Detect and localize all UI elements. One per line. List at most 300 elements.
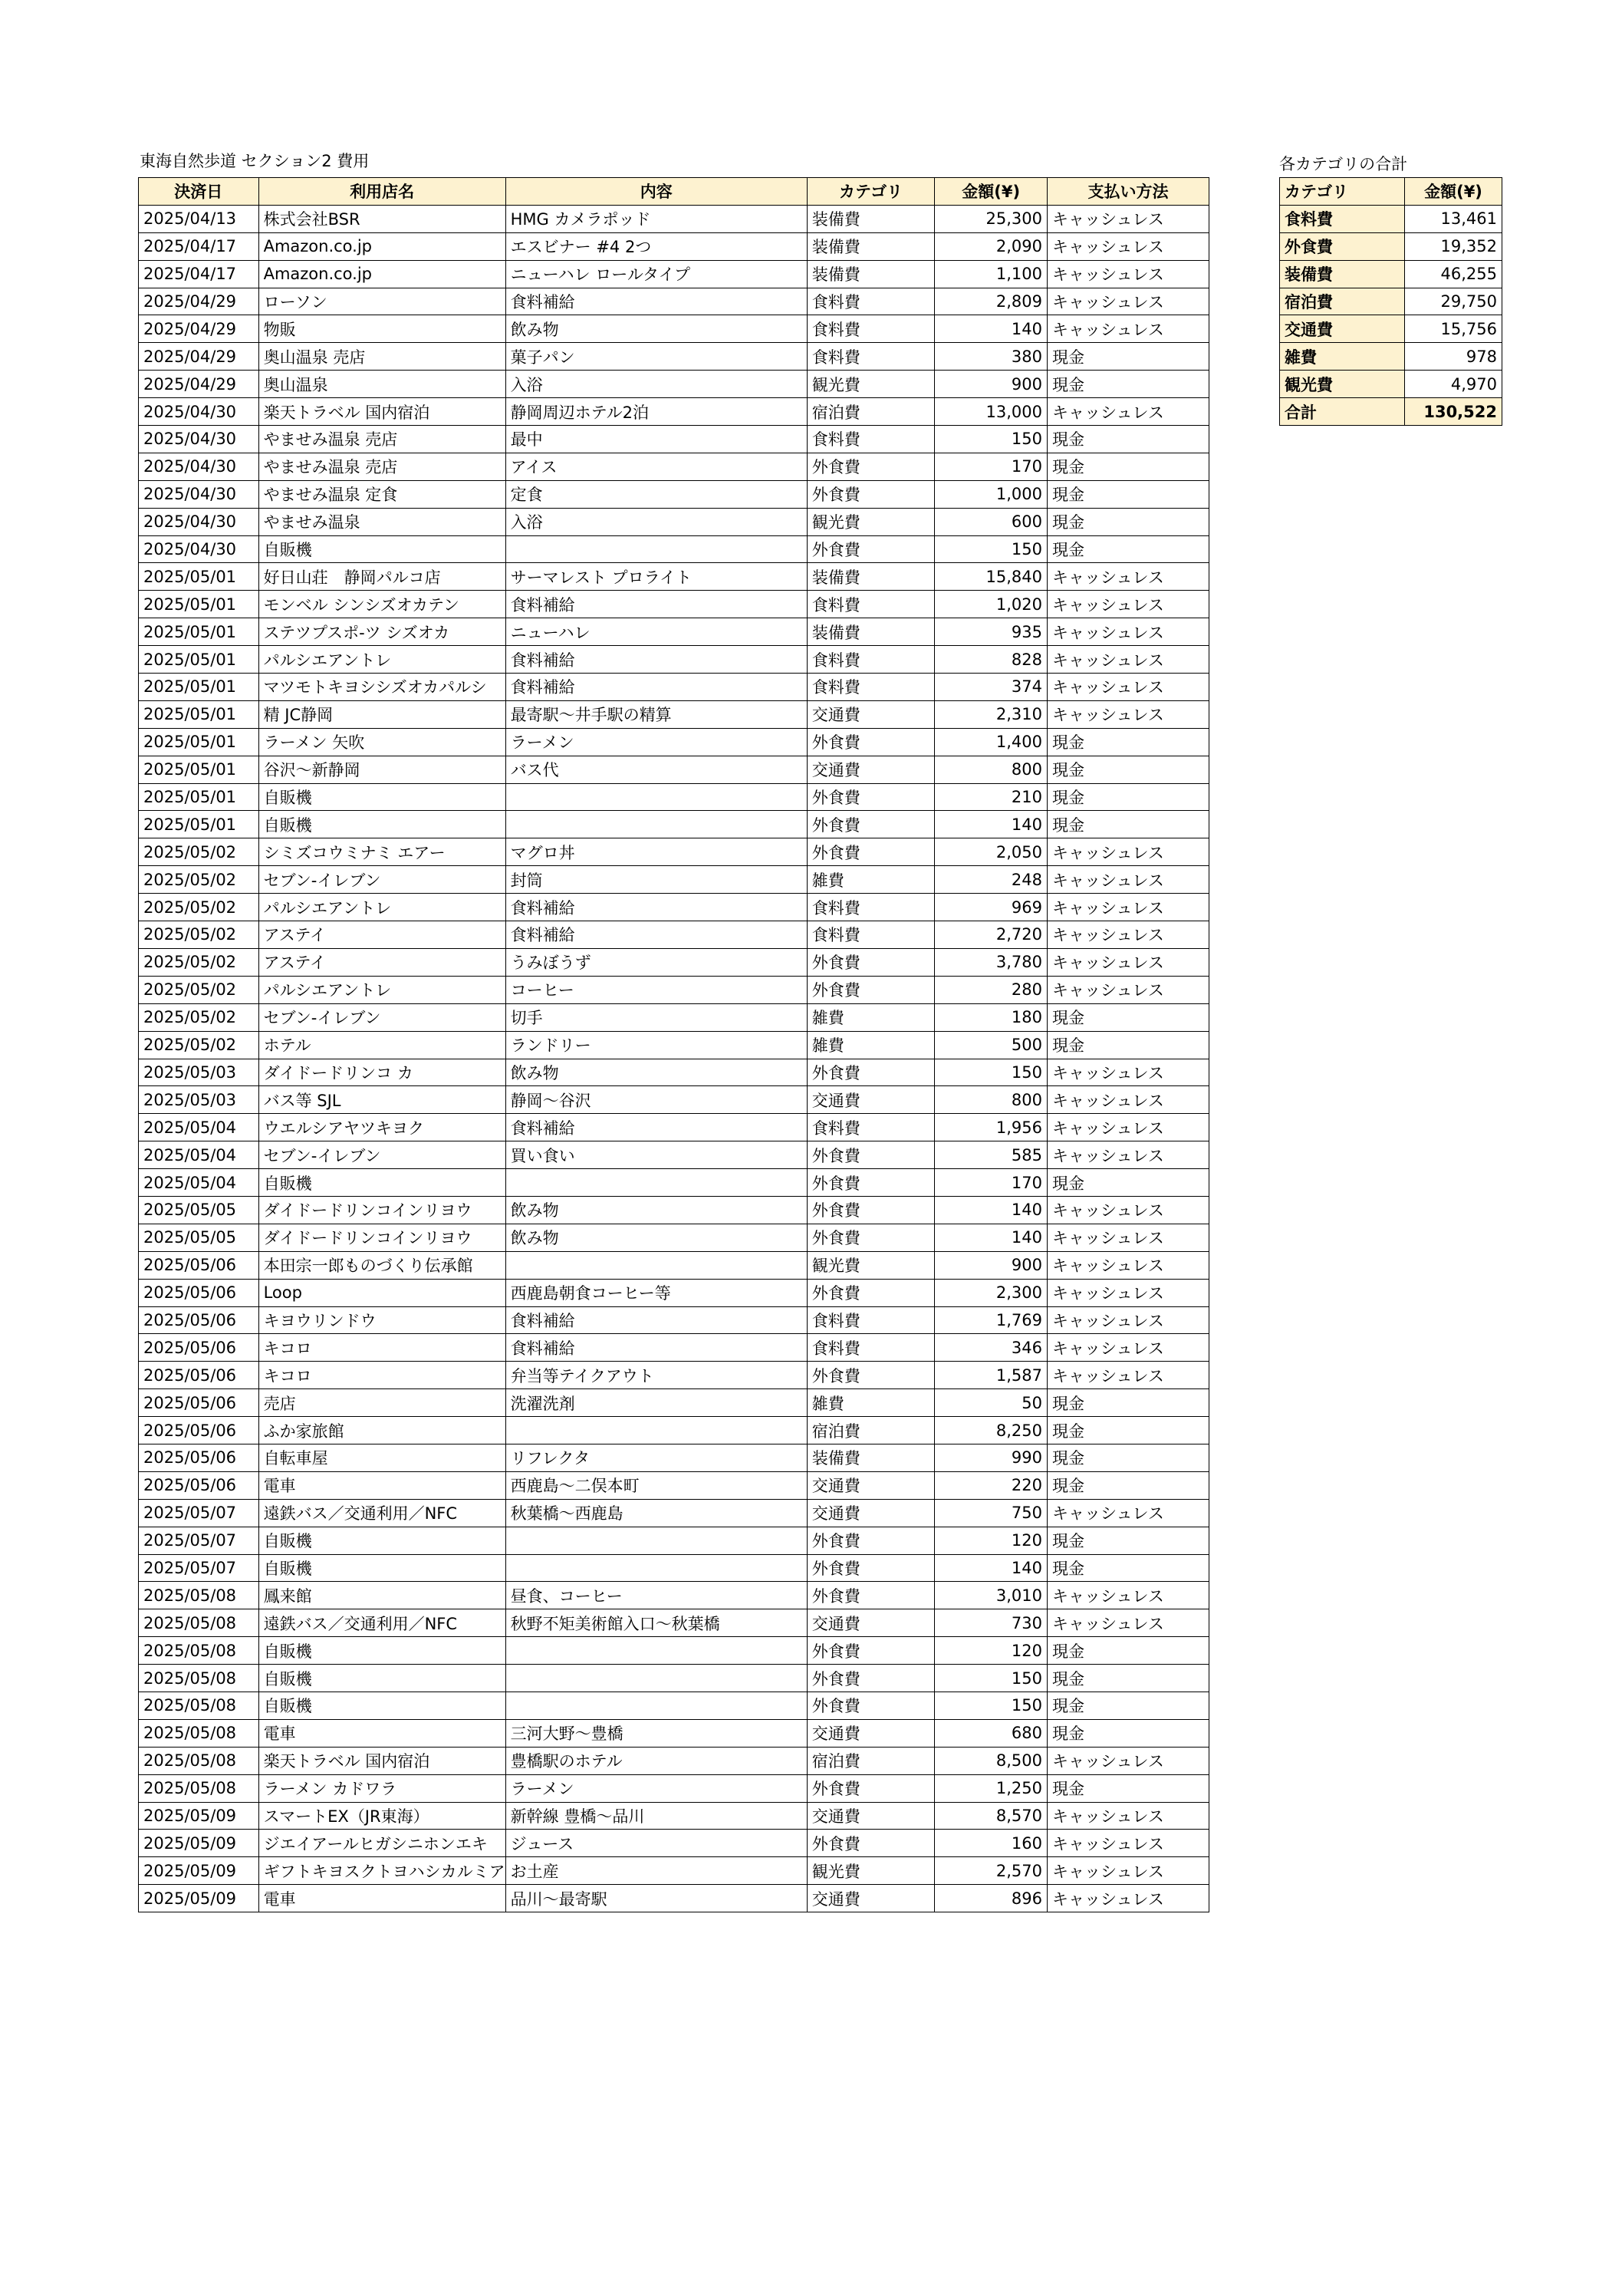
summary-row [1280,343,1502,371]
summary-row [1280,288,1502,315]
category-cell: 食料費 [807,894,935,921]
content-cell: 秋野不矩美術館入口～秋葉橋 [505,1609,807,1637]
content-cell: 食料補給 [505,288,807,315]
store-cell: 自販機 [258,1692,505,1719]
payment-cell: キャッシュレス [1047,646,1209,674]
payment-cell: 現金 [1047,1774,1209,1802]
date-cell: 2025/05/06 [139,1417,259,1444]
payment-cell: キャッシュレス [1047,1059,1209,1086]
store-cell: スマートEX（JR東海） [258,1802,505,1830]
store-cell: ギフトキヨスクトヨハシカルミア [258,1857,505,1885]
payment-cell: 現金 [1047,783,1209,811]
table-row [139,1719,1209,1747]
table-row [139,700,1209,728]
payment-cell: キャッシュレス [1047,1747,1209,1774]
date-cell: 2025/05/06 [139,1389,259,1417]
amount-cell: 13,000 [935,398,1048,426]
payment-cell: 現金 [1047,480,1209,508]
category-cell: 外食費 [807,976,935,1003]
date-cell: 2025/05/08 [139,1774,259,1802]
date-cell: 2025/05/02 [139,866,259,894]
date-cell: 2025/04/30 [139,453,259,480]
category-cell: 観光費 [807,508,935,535]
amount-cell: 170 [935,453,1048,480]
amount-cell: 210 [935,783,1048,811]
store-cell: ふか家旅館 [258,1417,505,1444]
content-cell [505,1169,807,1197]
content-cell: アイス [505,453,807,480]
table-row [139,1334,1209,1362]
content-cell: 豊橋駅のホテル [505,1747,807,1774]
table-row [139,426,1209,453]
content-cell: 洗濯洗剤 [505,1389,807,1417]
category-cell: 観光費 [807,1251,935,1279]
amount-cell: 900 [935,371,1048,398]
content-cell: エスビナー #4 2つ [505,232,807,260]
category-cell: 装備費 [807,205,935,232]
amount-cell: 180 [935,1003,1048,1031]
date-cell: 2025/05/09 [139,1830,259,1857]
category-cell: 外食費 [807,838,935,866]
summary-amount-cell: 46,255 [1405,260,1502,288]
table-row [139,811,1209,838]
amount-cell: 150 [935,1665,1048,1692]
amount-cell: 1,587 [935,1362,1048,1389]
category-cell: 交通費 [807,1471,935,1499]
content-cell: 西鹿島～二俣本町 [505,1471,807,1499]
category-cell: 雑費 [807,1389,935,1417]
payment-cell: キャッシュレス [1047,1857,1209,1885]
content-cell [505,1417,807,1444]
content-cell: 西鹿島朝食コーヒー等 [505,1279,807,1306]
store-cell: バス等 SJL [258,1086,505,1114]
store-cell: 楽天トラベル 国内宿泊 [258,1747,505,1774]
content-cell: 切手 [505,1003,807,1031]
date-cell: 2025/05/02 [139,894,259,921]
amount-cell: 750 [935,1499,1048,1527]
payment-cell: キャッシュレス [1047,1609,1209,1637]
table-row [139,1637,1209,1665]
category-cell: 雑費 [807,866,935,894]
content-cell: 静岡周辺ホテル2泊 [505,398,807,426]
store-cell: 好日山荘 静岡パルコ店 [258,563,505,591]
date-cell: 2025/04/29 [139,343,259,371]
store-cell: セブン-イレブン [258,866,505,894]
summary-row [1280,232,1502,260]
date-cell: 2025/05/06 [139,1279,259,1306]
store-cell: ダイドードリンコインリヨウ [258,1196,505,1224]
category-cell: 交通費 [807,1086,935,1114]
content-cell: 食料補給 [505,1306,807,1334]
payment-cell: 現金 [1047,1389,1209,1417]
amount-cell: 3,010 [935,1582,1048,1609]
store-cell: ウエルシアヤツキヨク [258,1114,505,1141]
payment-cell: キャッシュレス [1047,1224,1209,1251]
table-row [139,728,1209,756]
table-row [139,563,1209,591]
date-cell: 2025/05/04 [139,1114,259,1141]
payment-cell: 現金 [1047,728,1209,756]
date-cell: 2025/05/01 [139,783,259,811]
date-cell: 2025/05/08 [139,1719,259,1747]
table-row [139,1362,1209,1389]
content-cell: HMG カメラポッド [505,205,807,232]
payment-cell: キャッシュレス [1047,674,1209,701]
payment-cell: キャッシュレス [1047,260,1209,288]
store-cell: 遠鉄バス／交通利用／NFC [258,1609,505,1637]
store-cell: ローソン [258,288,505,315]
category-cell: 食料費 [807,426,935,453]
category-cell: 食料費 [807,1114,935,1141]
category-cell: 交通費 [807,1499,935,1527]
store-cell: 物販 [258,315,505,343]
amount-cell: 150 [935,1692,1048,1719]
content-cell: マグロ丼 [505,838,807,866]
category-cell: 交通費 [807,700,935,728]
amount-cell: 120 [935,1527,1048,1554]
date-cell: 2025/05/09 [139,1802,259,1830]
content-cell [505,1637,807,1665]
amount-cell: 1,956 [935,1114,1048,1141]
category-cell: 食料費 [807,674,935,701]
summary-amount-cell: 13,461 [1405,205,1502,232]
store-cell: ステツプスポ-ツ シズオカ [258,618,505,646]
category-cell: 食料費 [807,591,935,618]
category-cell: 外食費 [807,948,935,976]
payment-cell: キャッシュレス [1047,1582,1209,1609]
category-cell: 外食費 [807,811,935,838]
store-cell: パルシエアントレ [258,894,505,921]
content-cell [505,811,807,838]
table-row [139,205,1209,232]
store-cell: Loop [258,1279,505,1306]
amount-cell: 280 [935,976,1048,1003]
col-header-date: 決済日 [139,178,259,206]
summary-header-row [1280,178,1502,206]
date-cell: 2025/05/01 [139,811,259,838]
date-cell: 2025/04/17 [139,260,259,288]
table-row [139,508,1209,535]
content-cell: 飲み物 [505,1224,807,1251]
summary-total-row [1280,398,1502,426]
store-cell: 自販機 [258,1169,505,1197]
amount-cell: 50 [935,1389,1048,1417]
store-cell: 自販機 [258,1637,505,1665]
category-cell: 交通費 [807,1885,935,1912]
summary-category-cell: 宿泊費 [1280,288,1405,315]
amount-cell: 25,300 [935,205,1048,232]
category-cell: 宿泊費 [807,398,935,426]
content-cell: 食料補給 [505,591,807,618]
payment-cell: 現金 [1047,1003,1209,1031]
store-cell: 自販機 [258,811,505,838]
store-cell: パルシエアントレ [258,646,505,674]
store-cell: Amazon.co.jp [258,260,505,288]
date-cell: 2025/05/02 [139,838,259,866]
date-cell: 2025/05/06 [139,1362,259,1389]
table-row [139,1582,1209,1609]
payment-cell: キャッシュレス [1047,700,1209,728]
payment-cell: 現金 [1047,1444,1209,1471]
amount-cell: 140 [935,811,1048,838]
amount-cell: 1,250 [935,1774,1048,1802]
store-cell: キコロ [258,1334,505,1362]
content-cell: 封筒 [505,866,807,894]
amount-cell: 2,090 [935,232,1048,260]
summary-category-cell: 食料費 [1280,205,1405,232]
content-cell: 三河大野～豊橋 [505,1719,807,1747]
content-cell: サーマレスト プロライト [505,563,807,591]
content-cell [505,1527,807,1554]
col-header-category: カテゴリ [807,178,935,206]
amount-cell: 800 [935,756,1048,783]
store-cell: ダイドードリンコ カ [258,1059,505,1086]
category-cell: 外食費 [807,1582,935,1609]
category-cell: 食料費 [807,646,935,674]
payment-cell: キャッシュレス [1047,1086,1209,1114]
category-cell: 外食費 [807,1224,935,1251]
category-cell: 外食費 [807,1279,935,1306]
summary-amount-cell: 15,756 [1405,315,1502,343]
date-cell: 2025/05/01 [139,756,259,783]
summary-category-cell: 観光費 [1280,371,1405,398]
table-row [139,866,1209,894]
category-cell: 装備費 [807,1444,935,1471]
table-row [139,1114,1209,1141]
store-cell: マツモトキヨシシズオカパルシ [258,674,505,701]
category-cell: 外食費 [807,1774,935,1802]
amount-cell: 730 [935,1609,1048,1637]
amount-cell: 140 [935,315,1048,343]
summary-row [1280,371,1502,398]
amount-cell: 990 [935,1444,1048,1471]
payment-cell: キャッシュレス [1047,398,1209,426]
table-row [139,1389,1209,1417]
category-cell: 食料費 [807,343,935,371]
amount-cell: 150 [935,426,1048,453]
table-row [139,756,1209,783]
content-cell: 食料補給 [505,894,807,921]
payment-cell: キャッシュレス [1047,1279,1209,1306]
content-cell: 静岡～谷沢 [505,1086,807,1114]
expense-table-body [139,205,1209,1912]
content-cell: 食料補給 [505,674,807,701]
amount-cell: 828 [935,646,1048,674]
table-row [139,976,1209,1003]
content-cell: ニューハレ [505,618,807,646]
payment-cell: キャッシュレス [1047,205,1209,232]
amount-cell: 3,780 [935,948,1048,976]
store-cell: アステイ [258,948,505,976]
payment-cell: キャッシュレス [1047,232,1209,260]
content-cell: 飲み物 [505,1059,807,1086]
table-row [139,1802,1209,1830]
table-row [139,1196,1209,1224]
table-row [139,1554,1209,1582]
payment-cell: キャッシュレス [1047,591,1209,618]
payment-cell: 現金 [1047,1527,1209,1554]
amount-cell: 8,500 [935,1747,1048,1774]
amount-cell: 1,769 [935,1306,1048,1334]
category-cell: 食料費 [807,921,935,949]
table-row [139,398,1209,426]
date-cell: 2025/05/06 [139,1334,259,1362]
category-cell: 外食費 [807,1692,935,1719]
category-cell: 食料費 [807,288,935,315]
table-row [139,1169,1209,1197]
amount-cell: 900 [935,1251,1048,1279]
payment-cell: キャッシュレス [1047,1141,1209,1169]
content-cell: 最寄駅～井手駅の精算 [505,700,807,728]
content-cell: 菓子パン [505,343,807,371]
payment-cell: キャッシュレス [1047,288,1209,315]
table-row [139,1830,1209,1857]
payment-cell: キャッシュレス [1047,838,1209,866]
store-cell: セブン-イレブン [258,1141,505,1169]
date-cell: 2025/05/06 [139,1251,259,1279]
table-row [139,948,1209,976]
summary-title: 各カテゴリの合計 [1279,155,1408,173]
col-header-amount: 金額(¥) [935,178,1048,206]
amount-cell: 170 [935,1169,1048,1197]
store-cell: 奥山温泉 [258,371,505,398]
table-row [139,1306,1209,1334]
content-cell: 入浴 [505,508,807,535]
date-cell: 2025/05/08 [139,1582,259,1609]
payment-cell: 現金 [1047,1692,1209,1719]
payment-cell: 現金 [1047,1417,1209,1444]
content-cell: うみぼうず [505,948,807,976]
store-cell: やませみ温泉 売店 [258,453,505,480]
table-row [139,453,1209,480]
store-cell: 自販機 [258,1527,505,1554]
date-cell: 2025/04/30 [139,480,259,508]
amount-cell: 160 [935,1830,1048,1857]
content-cell: 定食 [505,480,807,508]
table-row [139,674,1209,701]
store-cell: 電車 [258,1885,505,1912]
category-cell: 外食費 [807,1637,935,1665]
payment-cell: 現金 [1047,343,1209,371]
date-cell: 2025/05/02 [139,921,259,949]
date-cell: 2025/05/03 [139,1059,259,1086]
amount-cell: 1,400 [935,728,1048,756]
table-row [139,315,1209,343]
payment-cell: 現金 [1047,811,1209,838]
date-cell: 2025/05/08 [139,1609,259,1637]
date-cell: 2025/05/04 [139,1169,259,1197]
amount-cell: 2,809 [935,288,1048,315]
table-row [139,1885,1209,1912]
amount-cell: 140 [935,1224,1048,1251]
amount-cell: 220 [935,1471,1048,1499]
amount-cell: 150 [935,1059,1048,1086]
col-header-payment: 支払い方法 [1047,178,1209,206]
amount-cell: 1,020 [935,591,1048,618]
date-cell: 2025/05/09 [139,1885,259,1912]
store-cell: やませみ温泉 定食 [258,480,505,508]
amount-cell: 800 [935,1086,1048,1114]
category-cell: 装備費 [807,563,935,591]
summary-row [1280,205,1502,232]
content-cell: 品川～最寄駅 [505,1885,807,1912]
table-row [139,591,1209,618]
amount-cell: 140 [935,1196,1048,1224]
amount-cell: 2,570 [935,1857,1048,1885]
amount-cell: 120 [935,1637,1048,1665]
amount-cell: 140 [935,1554,1048,1582]
payment-cell: 現金 [1047,453,1209,480]
store-cell: セブン-イレブン [258,1003,505,1031]
summary-category-cell: 装備費 [1280,260,1405,288]
store-cell: アステイ [258,921,505,949]
table-row [139,1609,1209,1637]
content-cell: 食料補給 [505,921,807,949]
date-cell: 2025/05/07 [139,1527,259,1554]
payment-cell: キャッシュレス [1047,1114,1209,1141]
date-cell: 2025/04/30 [139,508,259,535]
table-row [139,232,1209,260]
table-row [139,535,1209,563]
expense-header-row [139,178,1209,206]
amount-cell: 500 [935,1031,1048,1059]
amount-cell: 2,310 [935,700,1048,728]
date-cell: 2025/05/02 [139,976,259,1003]
category-cell: 観光費 [807,371,935,398]
category-cell: 装備費 [807,260,935,288]
content-cell [505,535,807,563]
store-cell: ラーメン カドワラ [258,1774,505,1802]
category-cell: 外食費 [807,1141,935,1169]
store-cell: 精 JC静岡 [258,700,505,728]
content-cell: 弁当等テイクアウト [505,1362,807,1389]
amount-cell: 1,100 [935,260,1048,288]
table-row [139,1251,1209,1279]
summary-row [1280,260,1502,288]
summary-total-label: 合計 [1280,398,1405,426]
store-cell: 奥山温泉 売店 [258,343,505,371]
store-cell: 自転車屋 [258,1444,505,1471]
store-cell: 電車 [258,1471,505,1499]
payment-cell: キャッシュレス [1047,1885,1209,1912]
store-cell: 自販機 [258,1665,505,1692]
table-row [139,1031,1209,1059]
amount-cell: 248 [935,866,1048,894]
category-cell: 外食費 [807,1830,935,1857]
category-cell: 雑費 [807,1003,935,1031]
content-cell: コーヒー [505,976,807,1003]
content-cell: 買い食い [505,1141,807,1169]
store-cell: 鳳来館 [258,1582,505,1609]
category-cell: 交通費 [807,756,935,783]
amount-cell: 2,300 [935,1279,1048,1306]
expense-table [138,177,1209,1912]
payment-cell: 現金 [1047,1637,1209,1665]
payment-cell: 現金 [1047,535,1209,563]
table-row [139,838,1209,866]
payment-cell: 現金 [1047,756,1209,783]
category-cell: 交通費 [807,1802,935,1830]
payment-cell: キャッシュレス [1047,618,1209,646]
summary-table-body [1280,205,1502,425]
date-cell: 2025/05/01 [139,674,259,701]
content-cell: 食料補給 [505,646,807,674]
date-cell: 2025/05/01 [139,700,259,728]
category-cell: 外食費 [807,1362,935,1389]
amount-cell: 680 [935,1719,1048,1747]
sheet-title: 東海自然歩道 セクション2 費用 [140,152,370,170]
table-row [139,1665,1209,1692]
